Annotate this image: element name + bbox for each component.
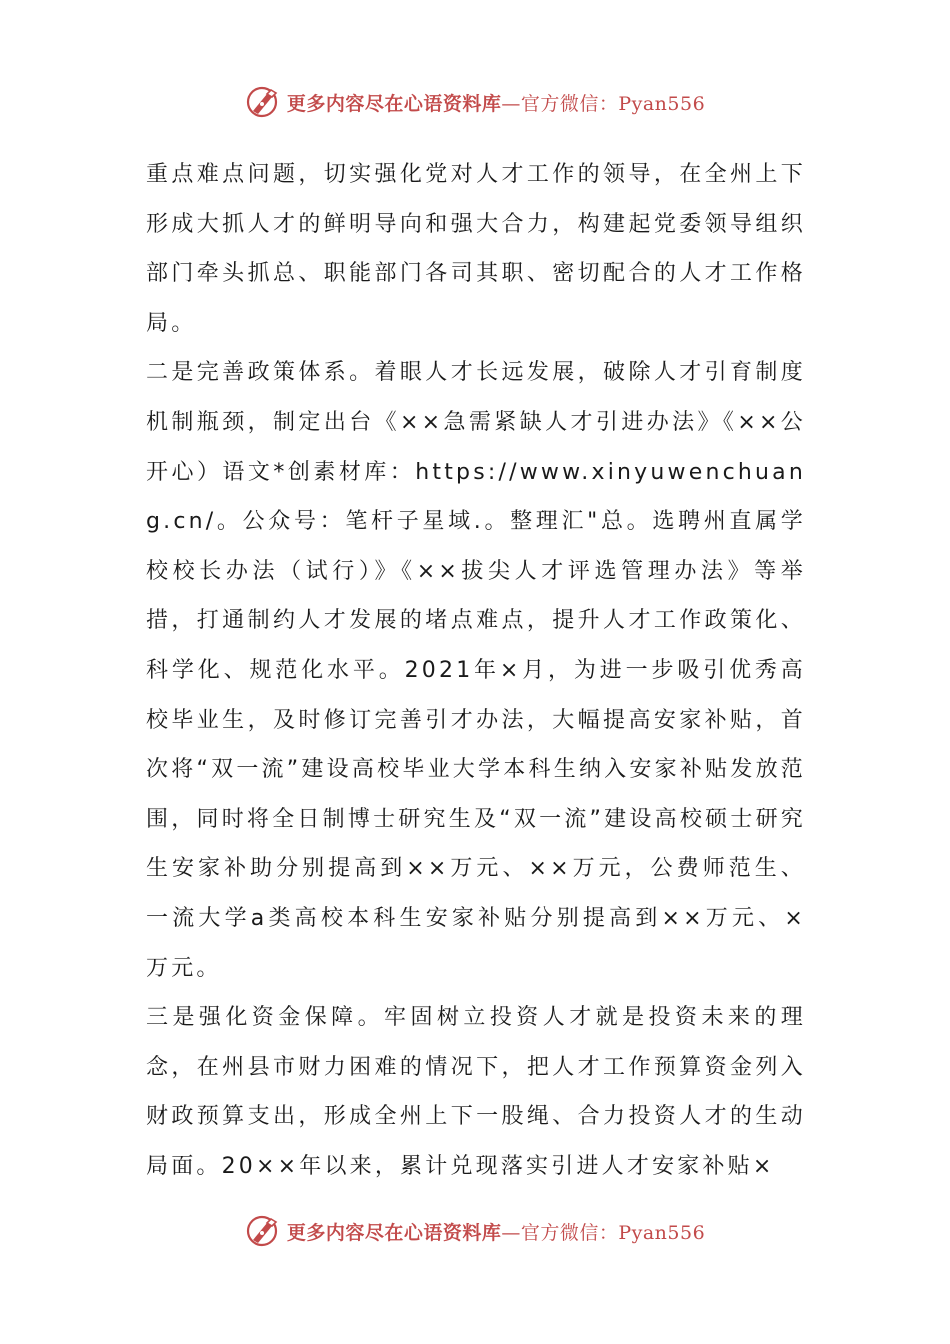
header-banner <box>0 82 950 122</box>
footer-site-text: 更多内容尽在心语资料库 <box>286 1221 502 1244</box>
pen-nib-logo-icon <box>245 1213 281 1249</box>
header-separator: — <box>501 92 521 115</box>
header-site-text: 更多内容尽在心语资料库 <box>286 92 502 115</box>
paragraph-3: 三是强化资金保障。牢固树立投资人才就是投资未来的理念，在州县市财力困难的情况下，把人才工作预算资金列入财政预算支出，形成全州上下一股绳、合力投资人才的生动局面。20××年以来，累计兑现落实引进人才安家补贴× <box>146 1005 806 1179</box>
pen-nib-logo-icon <box>245 84 281 120</box>
footer-separator: — <box>501 1221 521 1244</box>
paragraph-1: 重点难点问题，切实强化党对人才工作的领导，在全州上下形成大抓人才的鲜明导向和强大合力，构建起党委领导组织部门牵头抓总、职能部门各司其职、密切配合的人才工作格局。 <box>146 162 806 336</box>
header-banner-text <box>287 89 705 116</box>
document-body <box>146 150 806 1191</box>
header-wechat-text: 官方微信：Pyan556 <box>520 92 706 115</box>
footer-banner-text <box>287 1218 705 1245</box>
paragraph-2: 二是完善政策体系。着眼人才长远发展，破除人才引育制度机制瓶颈，制定出台《××急需紧缺人才引进办法》《××公开心）语文*创素材库：https://www.xinyuwenchuang.cn/。公众号：笔杆子星域.。整理汇"总。选聘州直属学校校长办法（试行）》《××拔尖人才评选管理办法》等举措，打通制约人才发展的堵点难点，提升人才工作政策化、科学化、规范化水平。2021年×月，为进一步吸引优秀高校毕业生，及时修订完善引才办法，大幅提高安家补贴，首次将“双一流”建设高校毕业大学本科生纳入安家补贴发放范围，同时将全日制博士研究生及“双一流”建设高校硕士研究生安家补助分别提高到××万元、××万元，公费师范生、一流大学a类高校本科生安家补贴分别提高到××万元、×万元。 <box>146 360 806 981</box>
footer-wechat-text: 官方微信：Pyan556 <box>520 1221 706 1244</box>
footer-banner <box>0 1211 950 1251</box>
